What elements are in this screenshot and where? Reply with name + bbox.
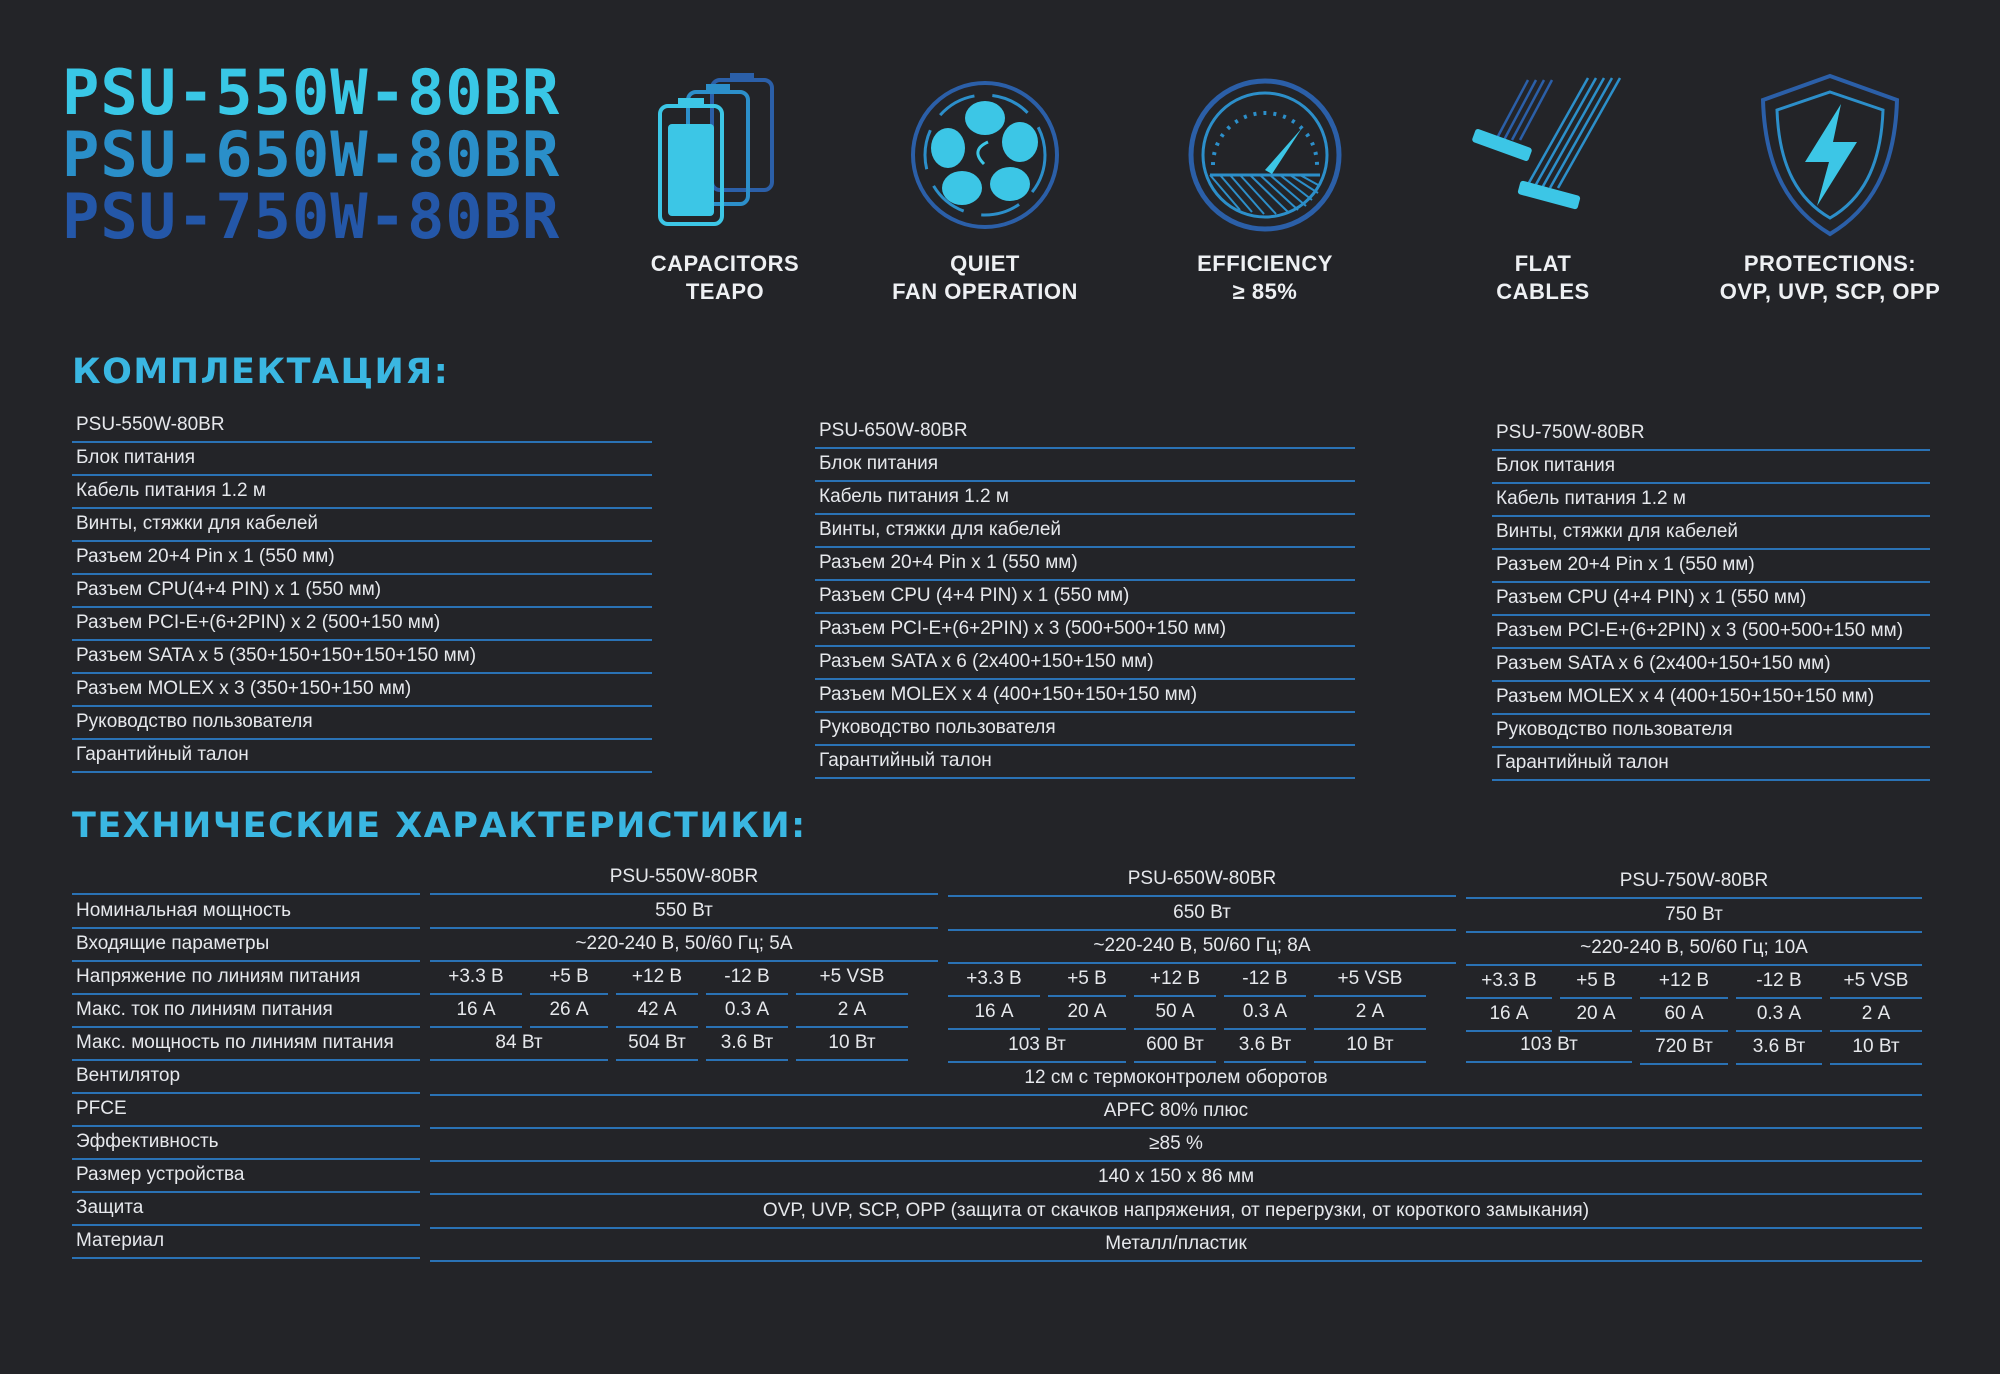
package-item: Блок питания [72, 443, 652, 476]
spec-current: 20 А [1048, 997, 1126, 1030]
package-item: Разъем 20+4 Pin x 1 (550 мм) [72, 542, 652, 575]
spec-rail: +3.3 В [430, 962, 522, 995]
spec-pfc: APFC 80% плюс [430, 1096, 1922, 1129]
model-title: PSU-550W-80BR [62, 56, 561, 129]
feature-label: QUIET [950, 251, 1020, 276]
spec-rail-power: 10 Вт [796, 1028, 908, 1061]
spec-rail-power-combined: 103 Вт [1466, 1030, 1632, 1063]
spec-size: 140 x 150 x 86 мм [430, 1162, 1922, 1195]
feature-label: PROTECTIONS: [1743, 251, 1917, 276]
spec-rail-power: 600 Вт [1134, 1030, 1216, 1063]
spec-rail: +12 В [1134, 964, 1216, 997]
spec-current: 26 А [530, 995, 608, 1028]
spec-rail: +12 В [1640, 966, 1728, 999]
model-title: PSU-650W-80BR [62, 118, 561, 191]
package-item: Разъем PCI-E+(6+2PIN) x 2 (500+150 мм) [72, 608, 652, 641]
feature-label: CAPACITORS [650, 251, 800, 276]
package-item: Гарантийный талон [72, 740, 652, 773]
package-item: Разъем MOLEX x 3 (350+150+150 мм) [72, 674, 652, 707]
feature-label: EFFICIENCY [1197, 251, 1333, 276]
spec-rail: +3.3 В [1466, 966, 1552, 999]
package-model-name: PSU-750W-80BR [1492, 418, 1930, 451]
shield-bolt-icon [1745, 70, 1915, 240]
package-item: Руководство пользователя [815, 713, 1355, 746]
feature-flat-cables [1418, 70, 1668, 306]
spec-rail: +5 VSB [796, 962, 908, 995]
spec-rail-power: 10 Вт [1830, 1032, 1922, 1065]
spec-row-label: PFCE [72, 1094, 420, 1127]
feature-label: OVP, UVP, SCP, OPP [1719, 279, 1941, 304]
capacitor-icon [640, 70, 810, 240]
spec-row-label: Защита [72, 1193, 420, 1226]
spec-current: 16 А [1466, 999, 1552, 1032]
package-item: Разъем PCI-E+(6+2PIN) x 3 (500+500+150 мм) [1492, 616, 1930, 649]
package-model-name: PSU-550W-80BR [72, 410, 652, 443]
package-item: Кабель питания 1.2 м [1492, 484, 1930, 517]
model-title: PSU-750W-80BR [62, 180, 561, 253]
package-item: Винты, стяжки для кабелей [815, 515, 1355, 548]
spec-rail: +5 В [1048, 964, 1126, 997]
spec-power: 550 Вт [430, 896, 938, 929]
feature-label: CABLES [1496, 279, 1590, 304]
feature-strip [600, 70, 1980, 310]
package-model-name: PSU-650W-80BR [815, 416, 1355, 449]
spec-row-label: Вентилятор [72, 1061, 420, 1094]
specs-model-header: PSU-550W-80BR [430, 862, 938, 895]
model-list [62, 56, 561, 253]
spec-row-label: Макс. мощность по линиям питания [72, 1028, 420, 1061]
feature-protections [1705, 70, 1955, 306]
feature-fan [860, 70, 1110, 306]
package-item: Разъем 20+4 Pin x 1 (550 мм) [815, 548, 1355, 581]
package-item: Разъем 20+4 Pin x 1 (550 мм) [1492, 550, 1930, 583]
spec-rail: +5 VSB [1314, 964, 1426, 997]
fan-icon [900, 70, 1070, 240]
spec-current: 2 А [796, 995, 908, 1028]
spec-row-label: Входящие параметры [72, 929, 420, 962]
feature-label: TEAPO [685, 279, 765, 304]
spec-input: ~220-240 В, 50/60 Гц; 10А [1466, 933, 1922, 966]
package-item: Разъем CPU (4+4 PIN) x 1 (550 мм) [1492, 583, 1930, 616]
spec-fan: 12 см с термоконтролем оборотов [430, 1063, 1922, 1096]
spec-current: 2 А [1830, 999, 1922, 1032]
spec-power: 750 Вт [1466, 900, 1922, 933]
spec-rail: -12 В [706, 962, 788, 995]
package-item: Разъем CPU (4+4 PIN) x 1 (550 мм) [815, 581, 1355, 614]
specs-model-header: PSU-650W-80BR [948, 864, 1456, 897]
package-item: Разъем MOLEX x 4 (400+150+150+150 мм) [1492, 682, 1930, 715]
spec-current: 0.3 А [1224, 997, 1306, 1030]
package-title: КОМПЛЕКТАЦИЯ: [72, 352, 450, 392]
spec-current: 2 А [1314, 997, 1426, 1030]
spec-rail-power: 3.6 Вт [1224, 1030, 1306, 1063]
spec-rail-power: 3.6 Вт [706, 1028, 788, 1061]
spec-current: 50 А [1134, 997, 1216, 1030]
spec-rail: -12 В [1736, 966, 1822, 999]
spec-protection: OVP, UVP, SCP, OPP (защита от скачков напряжения, от перегрузки, от короткого замыкания) [430, 1196, 1922, 1229]
package-item: Блок питания [1492, 451, 1930, 484]
package-item: Разъем SATA x 5 (350+150+150+150+150 мм) [72, 641, 652, 674]
spec-rail: +3.3 В [948, 964, 1040, 997]
spec-efficiency: ≥85 % [430, 1129, 1922, 1162]
spec-rail-power: 504 Вт [616, 1028, 698, 1061]
gauge-icon [1180, 70, 1350, 240]
package-item: Винты, стяжки для кабелей [1492, 517, 1930, 550]
spec-rail-power-combined: 103 Вт [948, 1030, 1126, 1063]
specs-title: ТЕХНИЧЕСКИЕ ХАРАКТЕРИСТИКИ: [72, 806, 807, 846]
spec-rail-power: 10 Вт [1314, 1030, 1426, 1063]
spec-input: ~220-240 В, 50/60 Гц; 5А [430, 929, 938, 962]
spec-power: 650 Вт [948, 898, 1456, 931]
spec-rail-power: 720 Вт [1640, 1032, 1728, 1065]
specs-header-empty [72, 862, 420, 895]
package-item: Блок питания [815, 449, 1355, 482]
package-item: Кабель питания 1.2 м [72, 476, 652, 509]
package-item: Разъем PCI-E+(6+2PIN) x 3 (500+500+150 мм) [815, 614, 1355, 647]
spec-rail: +5 VSB [1830, 966, 1922, 999]
feature-label: ≥ 85% [1232, 279, 1298, 304]
specs-model-header: PSU-750W-80BR [1466, 866, 1922, 899]
spec-row-label: Материал [72, 1226, 420, 1259]
package-item: Винты, стяжки для кабелей [72, 509, 652, 542]
spec-current: 0.3 А [1736, 999, 1822, 1032]
spec-current: 16 А [948, 997, 1040, 1030]
package-item: Руководство пользователя [72, 707, 652, 740]
spec-rail: -12 В [1224, 964, 1306, 997]
spec-row-label: Макс. ток по линиям питания [72, 995, 420, 1028]
package-item: Разъем MOLEX x 4 (400+150+150+150 мм) [815, 680, 1355, 713]
spec-current: 20 А [1560, 999, 1632, 1032]
spec-current: 16 А [430, 995, 522, 1028]
spec-rail: +5 В [1560, 966, 1632, 999]
spec-material: Металл/пластик [430, 1229, 1922, 1262]
package-item: Кабель питания 1.2 м [815, 482, 1355, 515]
spec-row-label: Номинальная мощность [72, 896, 420, 929]
feature-label: FLAT [1514, 251, 1572, 276]
feature-efficiency [1140, 70, 1390, 306]
package-item: Гарантийный талон [1492, 748, 1930, 781]
package-item: Руководство пользователя [1492, 715, 1930, 748]
package-item: Гарантийный талон [815, 746, 1355, 779]
spec-row-label: Напряжение по линиям питания [72, 962, 420, 995]
spec-input: ~220-240 В, 50/60 Гц; 8А [948, 931, 1456, 964]
feature-capacitors [600, 70, 850, 306]
package-item: Разъем SATA x 6 (2x400+150+150 мм) [1492, 649, 1930, 682]
feature-label: FAN OPERATION [892, 279, 1078, 304]
spec-rail: +5 В [530, 962, 608, 995]
spec-row-label: Размер устройства [72, 1160, 420, 1193]
spec-current: 60 А [1640, 999, 1728, 1032]
package-item: Разъем SATA x 6 (2x400+150+150 мм) [815, 647, 1355, 680]
spec-current: 42 А [616, 995, 698, 1028]
spec-rail: +12 В [616, 962, 698, 995]
spec-rail-power-combined: 84 Вт [430, 1028, 608, 1061]
flat-cable-icon [1458, 70, 1628, 240]
spec-current: 0.3 А [706, 995, 788, 1028]
package-item: Разъем CPU(4+4 PIN) x 1 (550 мм) [72, 575, 652, 608]
spec-row-label: Эффективность [72, 1127, 420, 1160]
spec-rail-power: 3.6 Вт [1736, 1032, 1822, 1065]
